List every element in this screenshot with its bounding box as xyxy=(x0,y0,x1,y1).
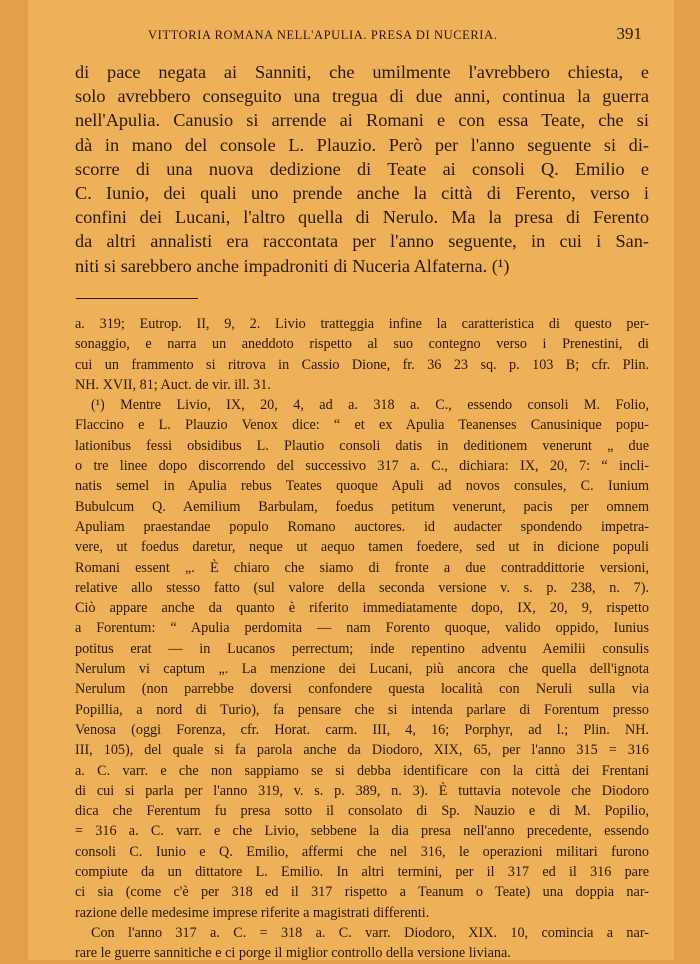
main-text-line: nell'Apulia. Canusio si arrende ai Romani e con essa Teate, che si xyxy=(75,110,649,131)
note-line: ci sia (come c'è per 318 ed il 317 rispetto a Teanum o Teate) una doppia nar- xyxy=(75,884,649,901)
note-line: Apuliam praestandae populo Romano auctores. id audacter spondendo impetra- xyxy=(75,518,649,535)
main-text-line: C. Iunio, dei quali uno prende anche la città di Ferento, verso i xyxy=(75,183,649,204)
note-line: Nerulum (non parrebbe doversi confondere questa località con Neruli sulla via xyxy=(75,681,649,698)
note-line: lationibus fessi obsidibus L. Plautio consoli datis in deditionem venerunt „ due xyxy=(75,437,649,454)
note-line: rare le guerre sannitiche e ci porge il miglior controllo della versione liviana. xyxy=(75,945,511,962)
note-line: Romani essent „. È chiaro che siamo di fronte a due contraddittorie versioni, xyxy=(75,559,649,576)
main-text-line: solo avrebbero conseguito una tregua di due anni, continua la guerra xyxy=(75,86,649,107)
note-line: cui un frammento si ritrova in Cassio Dione, fr. 36 23 sq. p. 103 B; cfr. Plin. xyxy=(75,356,649,373)
note-line: (¹) Mentre Livio, IX, 20, 4, ad a. 318 a. C., essendo consoli M. Folio, xyxy=(91,397,649,414)
note-line: compiute da un dittatore L. Emilio. In altri termini, per il 317 ed il 316 pare xyxy=(75,864,649,881)
page-header xyxy=(28,24,674,46)
running-title: VITTORIA ROMANA NELL'APULIA. PRESA DI NUCERIA. xyxy=(148,28,498,42)
footnote-1 xyxy=(75,395,649,923)
note-line: Nerulum vi captum „. La menzione dei Lucani, più ancora che quella dell'ignota xyxy=(75,661,649,678)
note-line: Flaccino e L. Plauzio Venox dice: “ et ex Apulia Teanenses Canusinique popu- xyxy=(75,417,649,434)
note-line: a. C. varr. e che non sappiamo se si debba identificare con la città dei Frentani xyxy=(75,762,649,779)
note-line: di cui si parla per l'anno 319, v. s. p. 389, n. 3). È tuttavia notevole che Diodoro xyxy=(75,782,649,799)
footnote-separator xyxy=(76,298,198,299)
page-number: 391 xyxy=(616,24,642,43)
note-line: = 316 a. C. varr. e che Livio, sebbene la dia presa nell'anno precedente, essendo xyxy=(75,823,649,840)
note-line: vere, ut foedus daretur, neque ut aequo tamen foedere, sed ut in dicione populi xyxy=(75,539,649,556)
main-text xyxy=(75,60,649,278)
main-text-line: confini dei Lucani, l'altro quella di Nerulo. Ma la presa di Ferento xyxy=(75,207,649,228)
note-line: Venosa (oggi Forenza, cfr. Horat. carm. III, 4, 16; Porphyr, ad l.; Plin. NH. xyxy=(75,721,649,738)
book-page xyxy=(28,0,674,960)
main-text-line: di pace negata ai Sanniti, che umilmente l'avrebbero chiesta, e xyxy=(75,62,649,82)
note-line: Con l'anno 317 a. C. = 318 a. C. varr. Diodoro, XIX. 10, comincia a nar- xyxy=(91,924,649,941)
note-line: relative allo stesso fatto (sul valore della seconda versione v. s. p. 238, n. 7). xyxy=(75,579,649,596)
note-line: NH. XVII, 81; Auct. de vir. ill. 31. xyxy=(75,376,271,393)
note-line: potitus erat — in Lucanos perrectum; inde repentino adventu Aemilii consulis xyxy=(75,640,649,657)
note-line: consoli C. Iunio e Q. Emilio, affermi che nel 316, le operazioni militari furono xyxy=(75,843,649,860)
note-line: dica che Ferentum fu presa sotto il consolato di Sp. Nauzio e di M. Popilio, xyxy=(75,803,649,820)
footnotes xyxy=(75,314,649,964)
note-line: Bubulcum Q. Aemilium Barbulam, foedus petitum venerunt, pacis per omnem xyxy=(75,498,649,515)
note-line: sonaggio, e narra un aneddoto rispetto al suo contegno verso i Prenestini, di xyxy=(75,336,649,353)
note-line: a Forentum: “ Apulia perdomita — nam Forento quoque, valido oppido, Iunius xyxy=(75,620,649,637)
note-line: III, 105), del quale si fa parola anche da Diodoro, XIX, 65, per l'anno 315 = 316 xyxy=(75,742,649,759)
footnote-continuation xyxy=(75,314,649,395)
main-text-line: niti si sarebbero anche impadroniti di Nuceria Alfaterna. (¹) xyxy=(75,255,510,276)
main-text-line: dà in mano del console L. Plauzio. Però per l'anno seguente si di- xyxy=(75,134,649,155)
note-line: Popillia, a nord di Turio), fa pensare che si intenda parlare di Forentum presso xyxy=(75,701,649,718)
note-line: natis semel in Apulia rebus Teates quoque Apuli ad novos consules, C. Iunium xyxy=(75,478,649,495)
note-line: a. 319; Eutrop. II, 9, 2. Livio tratteggia infine la caratteristica di questo per- xyxy=(75,316,649,332)
main-text-line: da altri annalisti era raccontata per l'anno seguente, in cui i San- xyxy=(75,231,649,252)
footnote-last-paragraph xyxy=(75,923,649,964)
main-text-line: scorre di una nuova dedizione di Teate ai consoli Q. Emilio e xyxy=(75,158,649,179)
note-line: Ciò appare anche da quanto è riferito immediatamente dopo, IX, 20, 9, rispetto xyxy=(75,600,649,617)
note-line: razione delle medesime imprese riferite a magistrati differenti. xyxy=(75,904,430,921)
note-line: o tre linee dopo discorrendo del successivo 317 a. C., dichiara: IX, 20, 7: “ incli- xyxy=(75,458,649,475)
